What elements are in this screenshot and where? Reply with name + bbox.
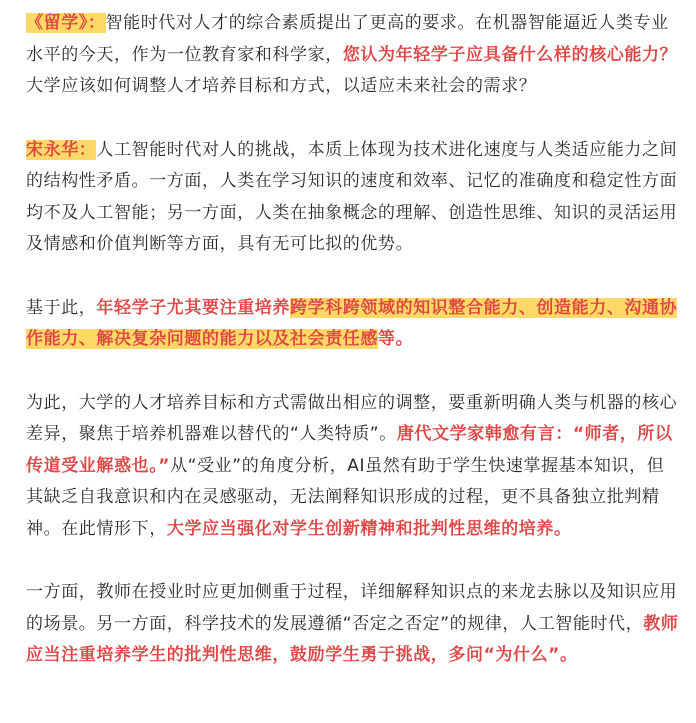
article-body (26, 8, 680, 672)
emphasis-segment: 年轻学子尤其要注重培养 (96, 297, 291, 318)
paragraph-question (26, 8, 680, 103)
emphasis-segment: 等。 (378, 329, 414, 349)
text-segment: 从“受业”的角度分析，AI虽然有助于学生快速掌握基本知识，但其缺乏自我意识和内在灵感驱动，无法阐释知识形成的过程，更不具备独立批判精神。在此情形下， (26, 455, 665, 539)
text-segment: 智能时代对人才的综合素质提出了更高的要求。在机器智能逼近人类专业水平的今天，作为一位教育家和科学家， (26, 13, 669, 65)
quote-emphasis-segment: 唐代文学家韩愈有言：“师者，所以传道受业解惑也。” (26, 424, 673, 476)
highlighted-emphasis-segment: 跨学科跨领域的知识整合能力、创造能力、沟通协作能力、解决复杂问题的能力以及社会责任感 (26, 297, 678, 349)
text-segment: 基于此， (26, 297, 97, 318)
text-segment: 人工智能时代对人的挑战，本质上体现为技术进化速度与人类适应能力之间的结构性矛盾。一方面，人类在学习知识的速度和效率、记忆的准确度和稳定性方面均不及人工智能；另一方面，人类在抽象概念的理解、创造性思维、知识的灵活运用及情感和价值判断等方面，具有无可比拟的优势。 (26, 139, 678, 254)
text-segment: 为此，大学的人才培养目标和方式需做出相应的调整，要重新明确人类与机器的核心差异，聚焦于培养机器难以替代的“人类特质”。 (26, 392, 678, 444)
paragraph-answer-1 (26, 135, 680, 261)
emphasis-segment: 您认为年轻学子应具备什么样的核心能力？ (342, 44, 678, 65)
interviewer-tag: 《留学》： (26, 13, 106, 33)
emphasis-segment: 大学应当强化对学生创新精神和批判性思维的培养。 (166, 518, 572, 539)
text-segment: 大学应该如何调整人才培养目标和方式，以适应未来社会的需求？ (26, 76, 537, 96)
speaker-tag: 宋永华： (26, 139, 97, 160)
paragraph-answer-3 (26, 388, 680, 546)
paragraph-answer-2 (26, 293, 680, 356)
paragraph-answer-4 (26, 577, 680, 672)
text-segment: 一方面，教师在授业时应更加侧重于过程，详细解释知识点的来龙去脉以及知识应用的场景。另一方面，科学技术的发展遵循“否定之否定”的规律，人工智能时代， (26, 582, 678, 634)
emphasis-segment: 教师应当注重培养学生的批判性思维，鼓励学生勇于挑战，多问“为什么”。 (26, 613, 679, 665)
